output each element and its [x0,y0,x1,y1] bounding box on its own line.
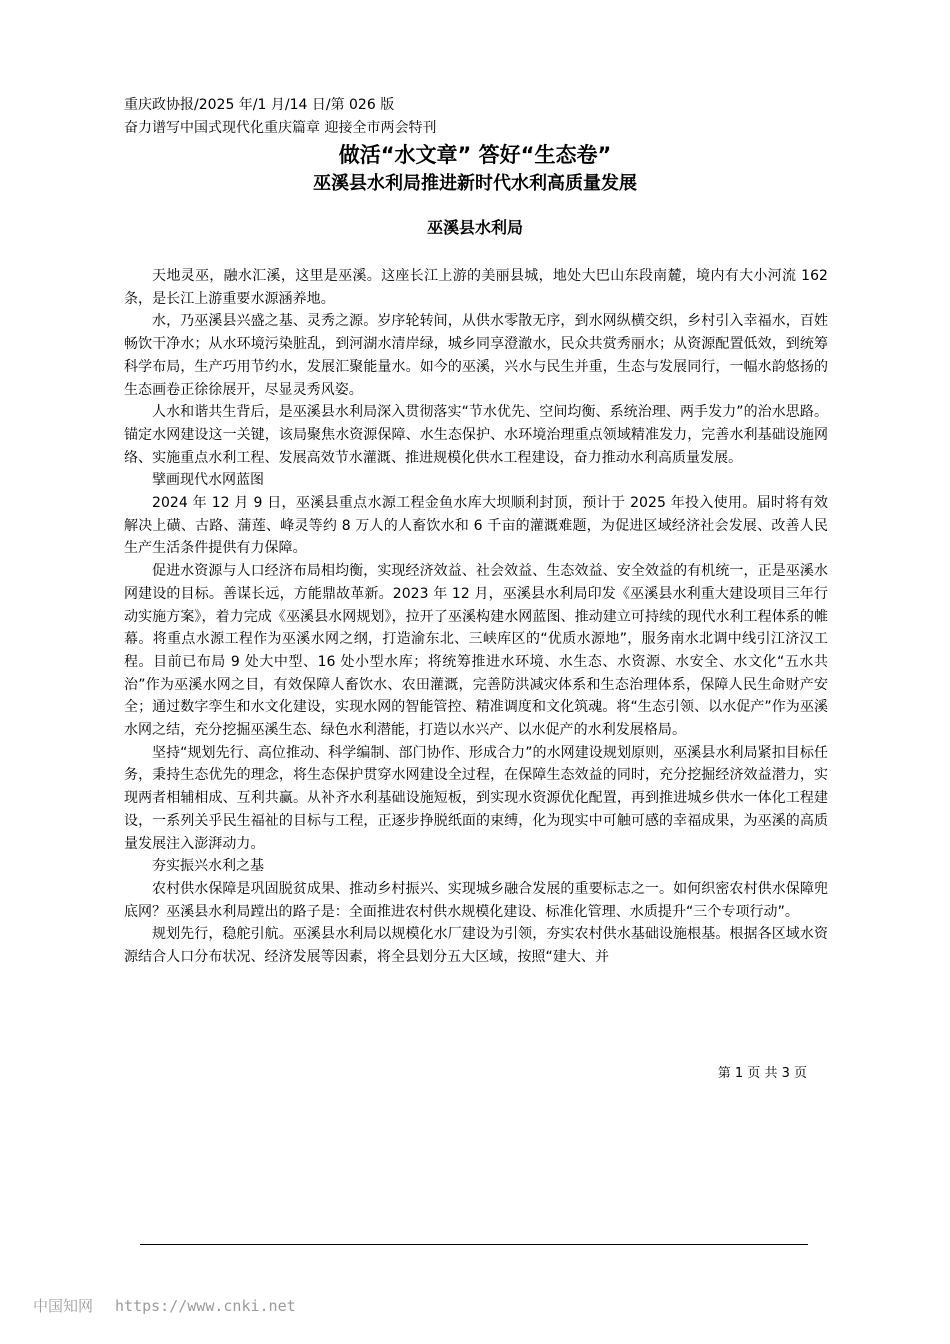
source-line: 重庆政协报/2025 年/1 月/14 日/第 026 版 [124,97,395,113]
paragraph: 促进水资源与人口经济布局相均衡，实现经济效益、社会效益、生态效益、安全效益的有机统一，正是巫溪水网建设的目标。善谋长远，方能鼎故革新。2023 年 12 月，巫溪县水利局印发《巫溪县水利重大建设项目三年行动实施方案》，着力完成《巫溪县水网规划》，拉开了巫溪构建水网蓝图、推动建立可持续的现代水利工程体系的帷幕。将重点水源工程作为巫溪水网之纲，打造渝东北、三峡库区的“优质水源地”，服务南水北调中线引江济汉工程。目前已布局 9 处大中型、16 处小型水库；将统筹推进水环境、水生态、水资源、水安全、水文化“五水共治”作为巫溪水网之目，有效保障人畜饮水、农田灌溉，完善防洪减灾体系和生态治理体系，保障人民生命财产安全；通过数字孪生和水文化建设，实现水网的智能管控、精准调度和文化筑魂。将“生态引领、以水促产”作为巫溪水网之结，充分挖掘巫溪生态、绿色水利潜能，打造以水兴产、以水促产的水利发展格局。 [124,563,828,739]
paragraph: 2024 年 12 月 9 日，巫溪县重点水源工程金鱼水库大坝顺利封顶，预计于 2025 年投入使用。届时将有效解决上磺、古路、蒲莲、峰灵等约 8 万人的人畜饮水和 6 千亩的灌溉难题，为促进区域经济社会发展、改善人民生产生活条件提供有力保障。 [124,495,828,557]
section-heading: 擘画现代水网蓝图 [152,472,264,489]
footer-brand: 中国知网 [33,1297,94,1315]
article-author: 巫溪县水利局 [426,218,523,237]
section-heading: 夯实振兴水利之基 [152,858,264,875]
footer-url[interactable]: https://www.cnki.net [115,1297,296,1315]
page-number: 第 1 页 共 3 页 [717,1066,807,1081]
footer-divider [140,1244,808,1245]
article-body [124,265,828,969]
paragraph: 规划先行，稳舵引航。巫溪县水利局以规模化水厂建设为引领，夯实农村供水基础设施根基。根据各区域水资源结合人口分布状况、经济发展等因素，将全县划分五大区域，按照“建大、并 [124,926,828,966]
column-line: 奋力谱写中国式现代化重庆篇章 迎接全市两会特刊 [124,120,437,136]
article-title: 做活“水文章” 答好“生态卷” [338,143,612,167]
paragraph: 天地灵巫，融水汇溪，这里是巫溪。这座长江上游的美丽县城，地处大巴山东段南麓，境内有大小河流 162 条，是长江上游重要水源涵养地。 [124,268,828,307]
paragraph: 农村供水保障是巩固脱贫成果、推动乡村振兴、实现城乡融合发展的重要标志之一。如何织密农村供水保障兜底网？巫溪县水利局蹚出的路子是：全面推进农村供水规模化建设、标准化管理、水质提升“三个专项行动”。 [124,880,828,920]
footer-watermark [33,1295,296,1316]
article-subtitle: 巫溪县水利局推进新时代水利高质量发展 [313,173,637,194]
paragraph: 坚持“规划先行、高位推动、科学编制、部门协作、形成合力”的水网建设规划原则，巫溪县水利局紧扣目标任务，秉持生态优先的理念，将生态保护贯穿水网建设全过程，在保障生态效益的同时，充分挖掘经济效益潜力，实现两者相辅相成、互利共赢。从补齐水利基础设施短板，到实现水资源优化配置，再到推进城乡供水一体化工程建设，一系列关乎民生福祉的目标与工程，正逐步挣脱纸面的束缚，化为现实中可触可感的幸福成果，为巫溪的高质量发展注入澎湃动力。 [124,744,828,852]
paragraph: 人水和谐共生背后，是巫溪县水利局深入贯彻落实“节水优先、空间均衡、系统治理、两手发力”的治水思路。锚定水网建设这一关键，该局聚焦水资源保障、水生态保护、水环境治理重点领域精准发力，完善水利基础设施网络、实施重点水利工程、发展高效节水灌溉、推进规模化供水工程建设，奋力推动水利高质量发展。 [124,404,828,466]
paragraph: 水，乃巫溪县兴盛之基、灵秀之源。岁序轮转间，从供水零散无序，到水网纵横交织，乡村引入幸福水，百姓畅饮干净水；从水环境污染脏乱，到河湖水清岸绿，城乡同享澄澈水，民众共赏秀丽水；从资源配置低效，到统筹科学布局，生产巧用节约水，发展汇聚能量水。如今的巫溪，兴水与民生并重，生态与发展同行，一幅水韵悠扬的生态画卷正徐徐展开，尽显灵秀风姿。 [124,313,828,398]
